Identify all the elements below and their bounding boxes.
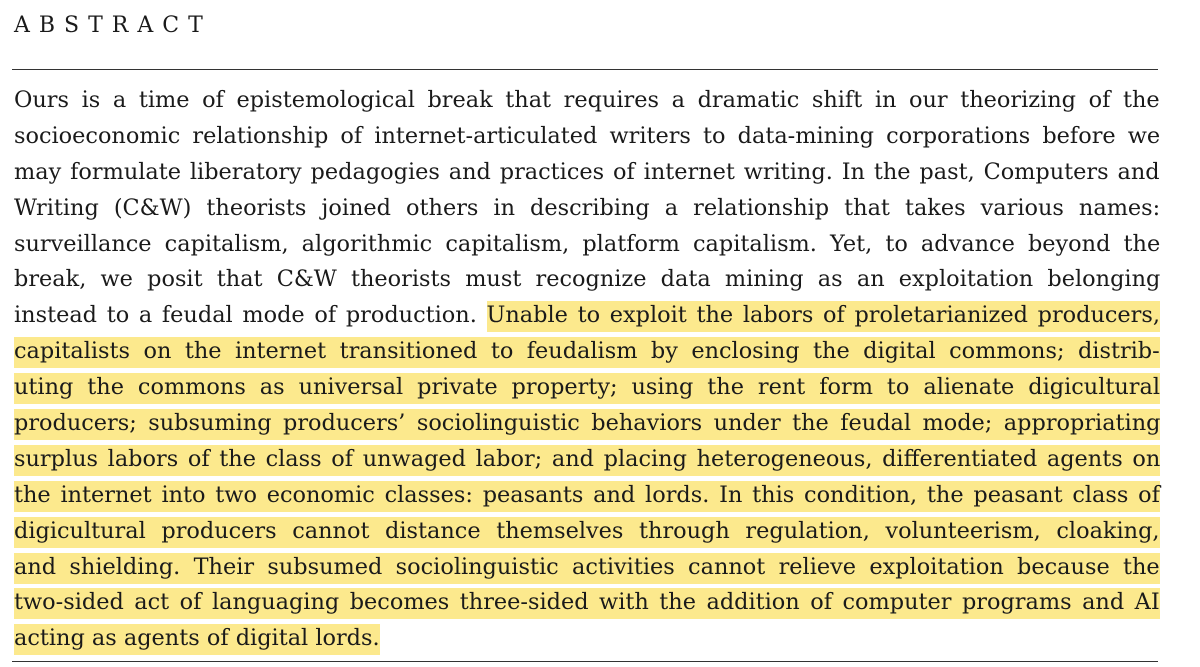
abstract-line <box>14 334 1160 370</box>
line-text: break, we posit that C&W theorists must recognize data mining as an exploitation belonging <box>14 266 1161 293</box>
abstract-line <box>14 262 1160 298</box>
abstract-line <box>14 191 1160 227</box>
abstract-line <box>14 298 1160 334</box>
top-rule <box>12 69 1158 70</box>
highlighted-text: uting the commons as universal private property; using the rent form to alienate digicultural <box>14 373 1160 404</box>
section-heading: ABSTRACT <box>14 13 212 38</box>
abstract-line <box>14 550 1160 586</box>
highlighted-text: producers; subsuming producers’ sociolinguistic behaviors under the feudal mode; appropriating <box>14 409 1160 440</box>
highlighted-text: and shielding. Their subsumed sociolinguistic activities cannot relieve exploitation because the <box>14 553 1160 584</box>
abstract-line <box>14 119 1160 155</box>
abstract-body <box>14 83 1160 657</box>
line-text: may formulate liberatory pedagogies and practices of internet writing. In the past, Computers and <box>14 158 1160 185</box>
line-text: Writing (C&W) theorists joined others in describing a relationship that takes various names: <box>14 194 1161 221</box>
line-text: surveillance capitalism, algorithmic capitalism, platform capitalism. Yet, to advance beyond the <box>14 230 1161 257</box>
highlighted-text: capitalists on the internet transitioned to feudalism by enclosing the digital commons; distrib- <box>14 337 1160 368</box>
highlighted-text: Unable to exploit the labors of proletarianized producers, <box>487 301 1160 332</box>
line-text: Ours is a time of epistemological break that requires a dramatic shift in our theorizing of the <box>14 87 1160 113</box>
highlighted-text: digicultural producers cannot distance themselves through regulation, volunteerism, cloaking, <box>14 517 1160 548</box>
abstract-line <box>14 585 1160 621</box>
abstract-line <box>14 83 1160 119</box>
abstract-line <box>14 514 1160 550</box>
line-text: instead to a feudal mode of production. <box>14 302 487 329</box>
abstract-line <box>14 370 1160 406</box>
line-text: socioeconomic relationship of internet-articulated writers to data-mining corporations before we <box>14 122 1161 149</box>
abstract-line <box>14 442 1160 478</box>
abstract-line <box>14 478 1160 514</box>
highlighted-text: two-sided act of languaging becomes three-sided with the addition of computer programs and AI <box>14 588 1160 619</box>
highlighted-text: acting as agents of digital lords. <box>14 624 380 655</box>
abstract-line <box>14 227 1160 263</box>
abstract-line <box>14 406 1160 442</box>
highlighted-text: surplus labors of the class of unwaged labor; and placing heterogeneous, differentiated agents on <box>14 445 1160 476</box>
bottom-rule <box>12 661 1158 662</box>
abstract-line <box>14 621 1160 657</box>
highlighted-text: the internet into two economic classes: peasants and lords. In this condition, the peasant class of <box>14 481 1160 512</box>
abstract-line <box>14 155 1160 191</box>
